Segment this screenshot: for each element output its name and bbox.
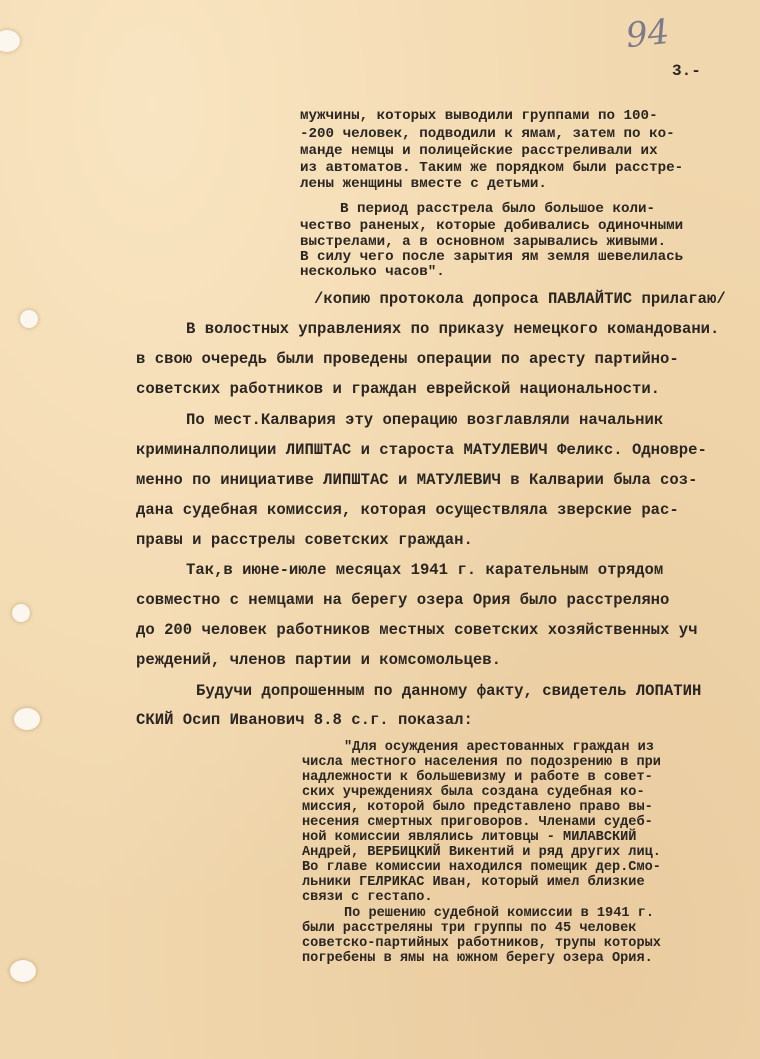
text-line: "Для осуждения арестованных граждан из: [344, 740, 654, 755]
binder-hole: [12, 604, 30, 622]
text-line: По решению судебной комиссии в 1941 г.: [344, 906, 654, 921]
page-number: 3.-: [672, 62, 701, 80]
text-line: советско-партийных работников, трупы которых: [302, 936, 661, 951]
text-line: дана судебная комиссия, которая осуществляла зверские рас-: [136, 501, 679, 519]
text-line: СКИЙ Осип Иванович 8.8 с.г. показал:: [136, 711, 473, 729]
text-line: советских работников и граждан еврейской национальности.: [136, 380, 661, 398]
text-line: ной комиссии являлись литовцы - МИЛАВСКИЙ: [302, 830, 637, 845]
text-line: в свою очередь были проведены операции по аресту партийно-: [136, 350, 679, 368]
text-line: несколько часов".: [300, 264, 445, 280]
text-line: совместно с немцами на берегу озера Ория было расстреляно: [136, 591, 670, 609]
text-line: -200 человек, подводили к ямам, затем по ко-: [300, 126, 675, 142]
text-line: реждений, членов партии и комсомольцев.: [136, 651, 501, 669]
text-line: Так,в июне-июле месяцах 1941 г. карательным отрядом: [186, 561, 664, 579]
text-line: мужчины, которых выводили группами по 100-: [300, 108, 658, 124]
text-line: выстрелами, а в основном зарывались живыми.: [300, 234, 667, 250]
text-line: правы и расстрелы советских граждан.: [136, 531, 473, 549]
binder-hole: [20, 310, 38, 328]
handwritten-folio-number: 94: [624, 11, 672, 57]
binder-hole: [14, 708, 40, 730]
text-line: миссия, которой было представлено право вы-: [302, 800, 653, 815]
text-line: Во главе комиссии находился помещик дер.Смо-: [302, 860, 661, 875]
text-line: погребены в ямы на южном берегу озера Ория.: [302, 951, 653, 966]
text-line: В силу чего после зарытия ям земля шевелилась: [300, 249, 684, 265]
text-line: /копию протокола допроса ПАВЛАЙТИС прилагаю/: [314, 290, 726, 308]
text-line: чество раненых, которые добивались одиночными: [300, 218, 684, 234]
text-line: льники ГЕЛРИКАС Иван, который имел близкие: [302, 875, 645, 890]
text-line: числа местного населения по подозрению в при: [302, 755, 661, 770]
text-line: Будучи допрошенным по данному факту, свидетель ЛОПАТИН: [196, 682, 702, 700]
text-line: несения смертных приговоров. Членами судеб-: [302, 815, 653, 830]
text-line: Андрей, ВЕРБИЦКИЙ Викентий и ряд других лиц.: [302, 845, 661, 860]
text-line: лены женщины вместе с детьми.: [300, 176, 547, 192]
text-line: В период расстрела было большое коли-: [340, 201, 656, 217]
text-line: связи с гестапо.: [302, 890, 433, 905]
text-line: криминалполиции ЛИПШТАС и староста МАТУЛЕВИЧ Феликс. Одновре-: [136, 441, 707, 459]
text-line: ских учреждениях была создана судебная ко-: [302, 785, 645, 800]
text-line: из автоматов. Таким же порядком были расстре-: [300, 160, 684, 176]
text-line: менно по инициативе ЛИПШТАС и МАТУЛЕВИЧ в Калварии была соз-: [136, 471, 698, 489]
text-line: В волостных управлениях по приказу немецкого командовани.: [186, 320, 720, 338]
text-line: По мест.Калвария эту операцию возглавляли начальник: [186, 411, 664, 429]
text-line: были расстреляны три группы по 45 человек: [302, 921, 637, 936]
binder-hole: [0, 30, 20, 52]
text-line: манде немцы и полицейские расстреливали их: [300, 143, 658, 159]
text-line: надлежности к большевизму и работе в совет-: [302, 770, 653, 785]
text-line: до 200 человек работников местных советских хозяйственных уч: [136, 621, 698, 639]
binder-hole: [10, 960, 36, 982]
